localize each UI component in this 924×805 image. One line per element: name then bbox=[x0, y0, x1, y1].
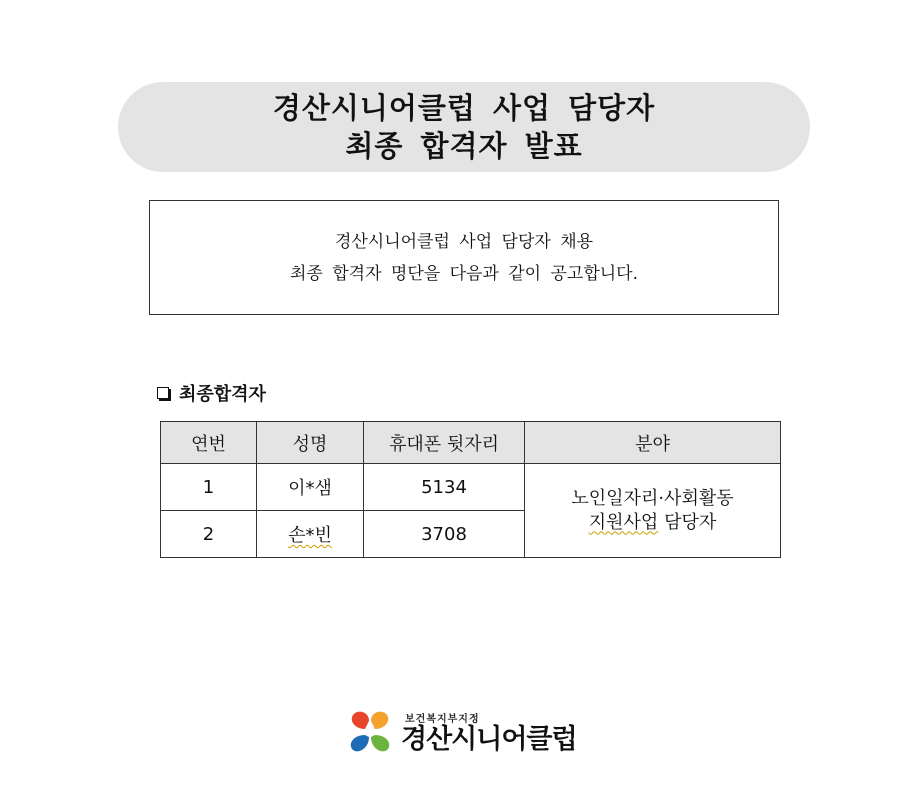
checkbox-icon bbox=[157, 387, 169, 399]
cell-no: 2 bbox=[161, 511, 257, 558]
cell-name bbox=[257, 511, 364, 558]
header-phone: 휴대폰 뒷자리 bbox=[364, 422, 525, 464]
header-name: 성명 bbox=[257, 422, 364, 464]
field-line2-part1: 지원사업 bbox=[588, 511, 659, 533]
page-title-line2: 최종 합격자 발표 bbox=[345, 129, 583, 163]
page-title-line1: 경산시니어클럽 사업 담당자 bbox=[272, 91, 656, 125]
section-heading-label: 최종합격자 bbox=[179, 384, 266, 405]
field-line1: 노인일자리·사회활동 bbox=[571, 487, 734, 509]
cell-field bbox=[525, 464, 781, 558]
field-line2 bbox=[525, 511, 780, 535]
table-header-row bbox=[161, 422, 781, 464]
cell-no: 1 bbox=[161, 464, 257, 511]
field-line2-part2: 담당자 bbox=[664, 511, 717, 533]
logo-subtitle: 보건복지부지정 bbox=[405, 714, 480, 725]
table-row bbox=[161, 464, 781, 511]
cell-phone: 3708 bbox=[364, 511, 525, 558]
organization-logo bbox=[347, 705, 587, 760]
cell-phone: 5134 bbox=[364, 464, 525, 511]
winners-table bbox=[160, 421, 781, 558]
notice-line1: 경산시니어클럽 사업 담당자 채용 bbox=[334, 231, 594, 252]
cell-name: 이*샘 bbox=[257, 464, 364, 511]
clover-logo-icon bbox=[347, 707, 393, 759]
header-no: 연번 bbox=[161, 422, 257, 464]
cell-name-text: 손*빈 bbox=[288, 525, 332, 546]
section-heading bbox=[157, 380, 266, 406]
logo-name: 경산시니어클럽 bbox=[401, 724, 577, 755]
title-banner bbox=[118, 82, 810, 172]
notice-box bbox=[149, 200, 779, 315]
notice-line2: 최종 합격자 명단을 다음과 같이 공고합니다. bbox=[289, 263, 639, 284]
header-field: 분야 bbox=[525, 422, 781, 464]
